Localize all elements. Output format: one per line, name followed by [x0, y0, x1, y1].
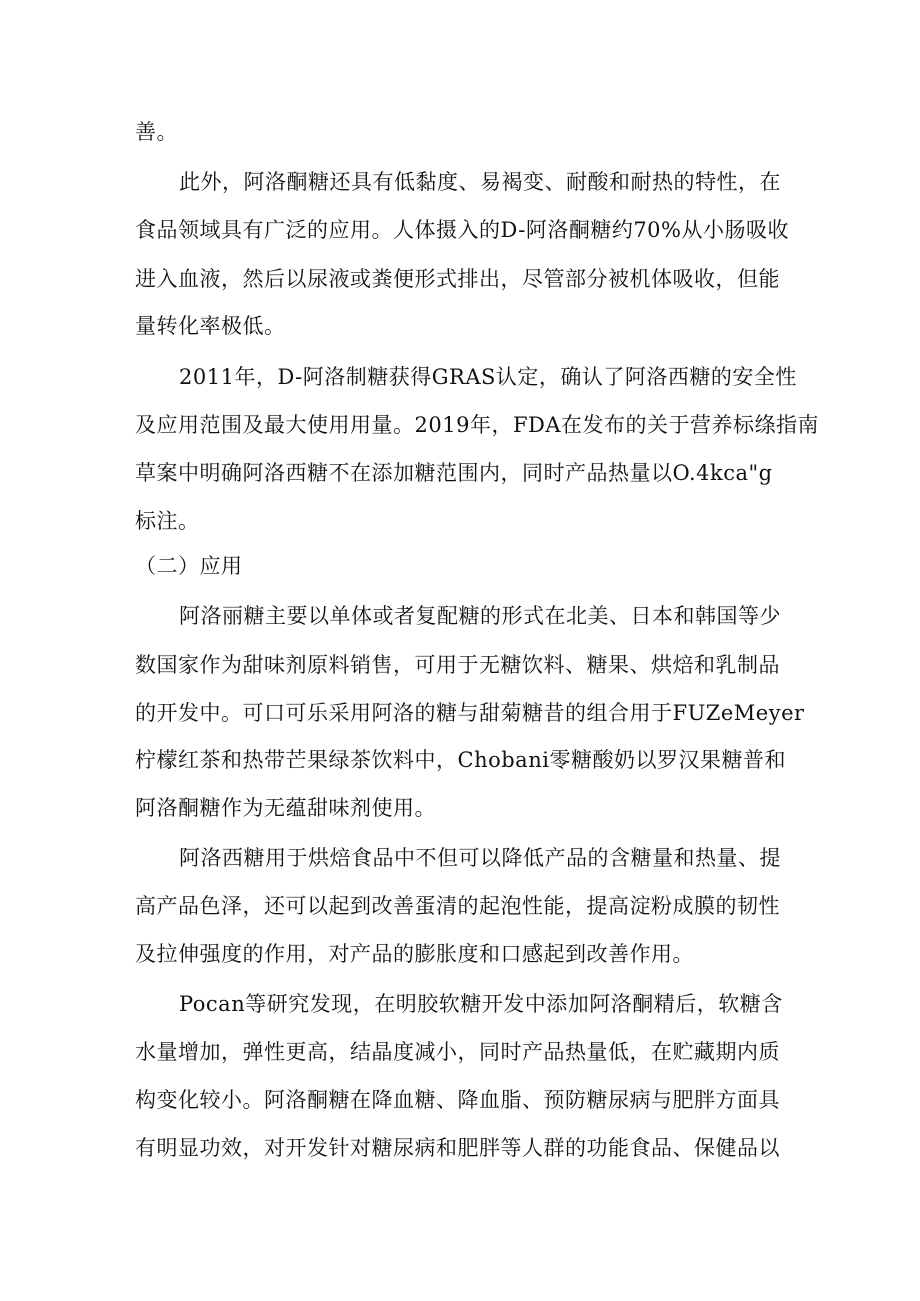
text-line: 阿洛酮糖作为无蕴甜味剂使用。 [135, 796, 436, 820]
text-line: 柠檬红茶和热带芒果绿茶饮料中，Chobani零糖酸奶以罗汉果糖普和 [135, 748, 786, 772]
text-line: 的开发中。可口可乐采用阿洛的糖与甜菊糖昔的组合用于FUZeMeyer [135, 701, 805, 725]
text-line: 标注。 [135, 509, 200, 533]
text-line: 数国家作为甜味剂原料销售，可用于无糖饮料、糖果、烘焙和乳制品 [135, 653, 780, 677]
text-line: 食品领域具有广泛的应用。人体摄入的D-阿洛酮糖约70%从小肠吸收 [135, 218, 789, 242]
section-heading: （二）应用 [135, 554, 243, 578]
text-line: 有明显功效，对开发针对糖尿病和肥胖等人群的功能食品、保健品以 [135, 1136, 780, 1160]
paragraph-first-line: 2011年，D-阿洛制糖获得GRAS认定，确认了阿洛西糖的安全性 [179, 365, 797, 389]
text-line: 量转化率极低。 [135, 314, 286, 338]
text-line: 高产品色泽，还可以起到改善蛋清的起泡性能，提高淀粉成膜的韧性 [135, 894, 780, 918]
paragraph-first-line: Pocan等研究发现，在明胶软糖开发中添加阿洛酮精后，软糖含 [179, 992, 783, 1016]
text-line: 草案中明确阿洛西糖不在添加糖范围内，同时产品热量以O.4kca"g [135, 461, 773, 485]
text-line: 构变化较小。阿洛酮糖在降血糖、降血脂、预防糖尿病与肥胖方面具 [135, 1088, 780, 1112]
paragraph-first-line: 阿洛丽糖主要以单体或者复配糖的形式在北美、日本和韩国等少 [179, 604, 781, 628]
text-line: 及拉伸强度的作用，对产品的膨胀度和口感起到改善作用。 [135, 942, 694, 966]
paragraph-first-line: 此外，阿洛酮糖还具有低黏度、易褐变、耐酸和耐热的特性，在 [179, 170, 781, 194]
text-line: 水量增加，弹性更高，结晶度减小，同时产品热量低，在贮藏期内质 [135, 1040, 780, 1064]
text-line: 及应用范围及最大使用用量。2019年，FDA在发布的关于营养标绦指南 [135, 413, 820, 437]
paragraph-first-line: 阿洛西糖用于烘焙食品中不但可以降低产品的含糖量和热量、提 [179, 846, 781, 870]
text-line: 善。 [135, 120, 178, 144]
text-line: 进入血液，然后以尿液或粪便形式排出，尽管部分被机体吸收，但能 [135, 267, 780, 291]
